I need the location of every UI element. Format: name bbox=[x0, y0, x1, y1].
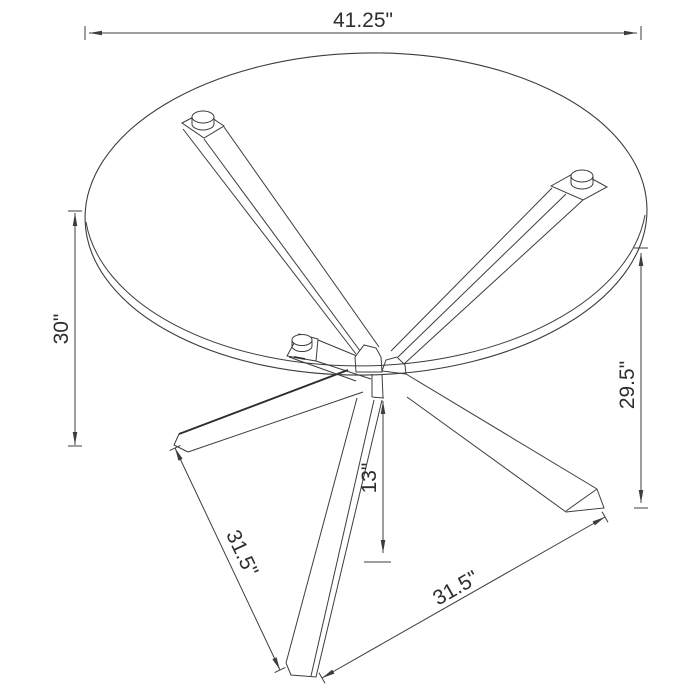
leg-floor-right bbox=[406, 374, 604, 512]
dim-label-left-height: 30" bbox=[50, 313, 73, 345]
leg-floor-front bbox=[286, 398, 382, 677]
glass-top-rim bbox=[82, 47, 651, 381]
leg-cap-mid-left bbox=[287, 334, 318, 361]
dimension-hub-clearance bbox=[358, 401, 391, 562]
leg-cap-upper-left bbox=[182, 111, 224, 138]
glass-top bbox=[82, 47, 651, 381]
center-hub bbox=[355, 345, 406, 398]
dim-label-right-height: 29.5" bbox=[616, 360, 639, 410]
dim-label-right-leg-span: 31.5" bbox=[429, 566, 483, 611]
leg-upper-right bbox=[391, 188, 583, 364]
dim-label-top-width: 41.25" bbox=[332, 9, 394, 32]
dimension-top-width bbox=[85, 9, 641, 40]
dimension-right-leg-span bbox=[319, 512, 608, 683]
glass-thickness-edge bbox=[86, 215, 645, 366]
leg-floor-left bbox=[174, 370, 363, 452]
dim-label-hub-clearance: 13" bbox=[358, 462, 381, 494]
dimension-left-height bbox=[50, 211, 82, 446]
dimension-left-leg-span bbox=[170, 445, 286, 672]
dim-label-left-leg-span: 31.5" bbox=[221, 526, 263, 581]
dimension-right-height bbox=[616, 248, 648, 508]
pedestal-base bbox=[174, 111, 607, 677]
leg-cap-upper-right bbox=[551, 170, 607, 200]
leg-upper-left bbox=[183, 127, 379, 359]
